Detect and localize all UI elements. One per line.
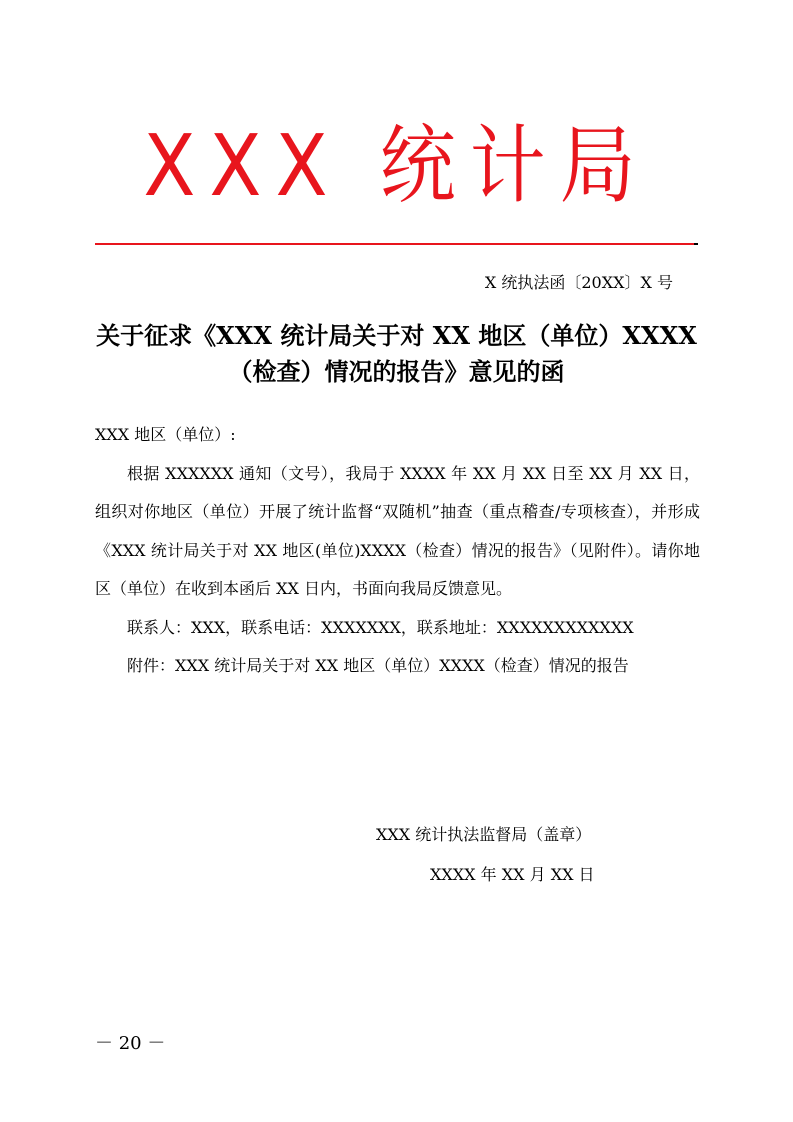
main-paragraph: 根据 XXXXXX 通知（文号），我局于 XXXX 年 XX 月 XX 日至 XX 月 XX 日，组织对你地区（单位）开展了统计监督“双随机”抽查（重点稽查/专项核查），并形成《XXX 统计局关于对 XX 地区(单位)XXXX（检查）情况的报告》（见附件）。请你地区（单位）在收到本函后 XX 日内，书面向我局反馈意见。 [95,463,700,598]
attachment-note: 附件：XXX 统计局关于对 XX 地区（单位）XXXX（检查）情况的报告 [127,656,629,675]
letter-body [95,416,700,686]
separator-line-end-mark [694,243,698,245]
document-title [80,318,713,390]
document-number: X 统执法函〔20XX〕X 号 [484,273,673,292]
salutation: XXX 地区（单位）: [95,425,236,444]
page-number: － 20 － [95,1033,166,1054]
red-separator-line [95,243,698,245]
document-title-line-1: 关于征求《XXX 统计局关于对 XX 地区（单位）XXXX [96,321,697,350]
contact-info: 联系人：XXX，联系电话：XXXXXXX，联系地址：XXXXXXXXXXXX [127,617,634,637]
agency-masthead: XXX 统计局 [143,115,650,216]
document-title-line-2: （检查）情况的报告》意见的函 [228,357,565,386]
signing-organization: XXX 统计执法监督局（盖章） [376,825,592,844]
signing-date: XXXX 年 XX 月 XX 日 [430,865,595,884]
